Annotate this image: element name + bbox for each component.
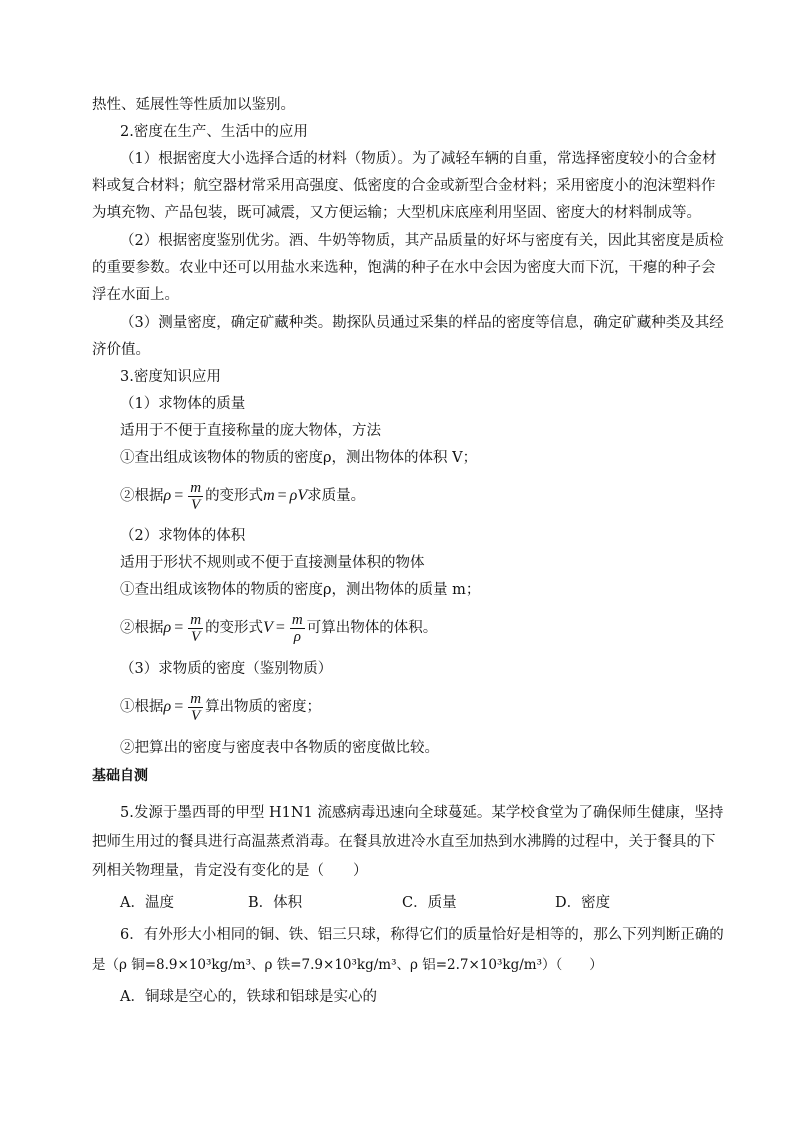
text-line: （3）求物质的密度（鉴别物质） bbox=[120, 661, 333, 677]
question-6-option-a: A．铜球是空心的，铁球和铝球是实心的 bbox=[120, 989, 377, 1005]
exercise-heading: 基础自测 bbox=[92, 768, 148, 784]
denominator: V bbox=[191, 628, 201, 645]
formula-line bbox=[120, 689, 321, 725]
text-span: 的变形式 bbox=[205, 488, 264, 504]
text-line: 的重要参数。农业中还可以用盐水来选种，饱满的种子在水中会因为密度大而下沉，干瘪的种子会 bbox=[92, 260, 716, 276]
formula-line bbox=[120, 610, 437, 646]
text-line: 适用于不便于直接称量的庞大物体，方法 bbox=[120, 423, 381, 439]
formula-line bbox=[120, 478, 365, 514]
text-line: ①查出组成该物体的物质的密度ρ，测出物体的质量 m； bbox=[120, 582, 481, 598]
math-symbol: = bbox=[275, 619, 285, 636]
text-line: 适用于形状不规则或不便于直接测量体积的物体 bbox=[120, 555, 425, 571]
text-span: 的变形式 bbox=[205, 620, 264, 636]
text-span: ②根据 bbox=[120, 620, 164, 636]
text-line: 为填充物、产品包装，既可减震，又方便运输；大型机床底座利用坚固、密度大的材料制成等。 bbox=[92, 205, 701, 221]
question-6-line: 是（ρ 铜=8.9×10³kg/m³、ρ 铁=7.9×10³kg/m³、ρ 铝=2.7×10³kg/m³）（ ） bbox=[92, 957, 603, 973]
option-c: C．质量 bbox=[402, 895, 457, 911]
numerator: m bbox=[190, 479, 202, 496]
fraction bbox=[188, 691, 203, 724]
question-5-line: 列相关物理量，肯定没有变化的是（ ） bbox=[92, 863, 368, 879]
section-heading: 2.密度在生产、生活中的应用 bbox=[120, 124, 308, 140]
text-line: 浮在水面上。 bbox=[92, 287, 179, 303]
text-line: （2）根据密度鉴别优劣。酒、牛奶等物质，其产品质量的好坏与密度有关，因此其密度是质检 bbox=[120, 233, 724, 249]
math-symbol: = bbox=[174, 619, 184, 636]
text-line: 料或复合材料；航空器材常采用高强度、低密度的合金或新型合金材料；采用密度小的泡沫塑料作 bbox=[92, 178, 716, 194]
text-line: ②把算出的密度与密度表中各物质的密度做比较。 bbox=[120, 740, 439, 756]
question-6-line: 6．有外形大小相同的铜、铁、铝三只球，称得它们的质量恰好是相等的，那么下列判断正确的 bbox=[120, 927, 724, 943]
option-b: B．体积 bbox=[248, 895, 303, 911]
text-span: ②根据 bbox=[120, 488, 164, 504]
text-span: 算出物质的密度； bbox=[205, 699, 322, 715]
text-span: 求质量。 bbox=[307, 488, 366, 504]
denominator: V bbox=[191, 707, 201, 724]
text-line: 济价值。 bbox=[92, 342, 150, 358]
math-symbol: ρ bbox=[163, 698, 172, 715]
math-symbol: = bbox=[174, 698, 184, 715]
section-heading: 3.密度知识应用 bbox=[120, 369, 221, 385]
text-line: 热性、延展性等性质加以鉴别。 bbox=[92, 97, 295, 113]
fraction bbox=[188, 612, 203, 645]
fraction bbox=[188, 480, 203, 513]
math-symbol: = bbox=[277, 487, 287, 504]
question-5-line: 把师生用过的餐具进行高温蒸煮消毒。在餐具放进冷水直至加热到水沸腾的过程中，关于餐具的下 bbox=[92, 834, 716, 850]
numerator: m bbox=[291, 611, 303, 628]
text-span: ①根据 bbox=[120, 699, 164, 715]
math-symbol: V bbox=[263, 619, 273, 636]
option-d: D．密度 bbox=[555, 895, 611, 911]
question-5-line: 5.发源于墨西哥的甲型 H1N1 流感病毒迅速向全球蔓延。某学校食堂为了确保师生健康，坚持 bbox=[120, 805, 724, 821]
text-line: （3）测量密度，确定矿藏种类。勘探队员通过采集的样品的密度等信息，确定矿藏种类及其经 bbox=[120, 315, 724, 331]
math-symbol: ρ bbox=[163, 487, 172, 504]
text-line: （2）求物体的体积 bbox=[120, 528, 246, 544]
text-line: （1）根据密度大小选择合适的材料（物质）。为了减轻车辆的自重，常选择密度较小的合金材 bbox=[120, 151, 717, 167]
denominator: V bbox=[191, 496, 201, 513]
math-symbol: m bbox=[263, 487, 275, 504]
numerator: m bbox=[190, 690, 202, 707]
option-a: A．温度 bbox=[120, 895, 174, 911]
denominator: ρ bbox=[293, 628, 301, 645]
text-line: （1）求物体的质量 bbox=[120, 396, 246, 412]
math-symbol: ρV bbox=[289, 487, 308, 504]
math-symbol: = bbox=[174, 487, 184, 504]
fraction bbox=[290, 612, 305, 645]
math-symbol: ρ bbox=[163, 619, 172, 636]
text-line: ①查出组成该物体的物质的密度ρ，测出物体的体积 V； bbox=[120, 450, 478, 466]
text-span: 可算出物体的体积。 bbox=[306, 620, 438, 636]
numerator: m bbox=[190, 611, 202, 628]
